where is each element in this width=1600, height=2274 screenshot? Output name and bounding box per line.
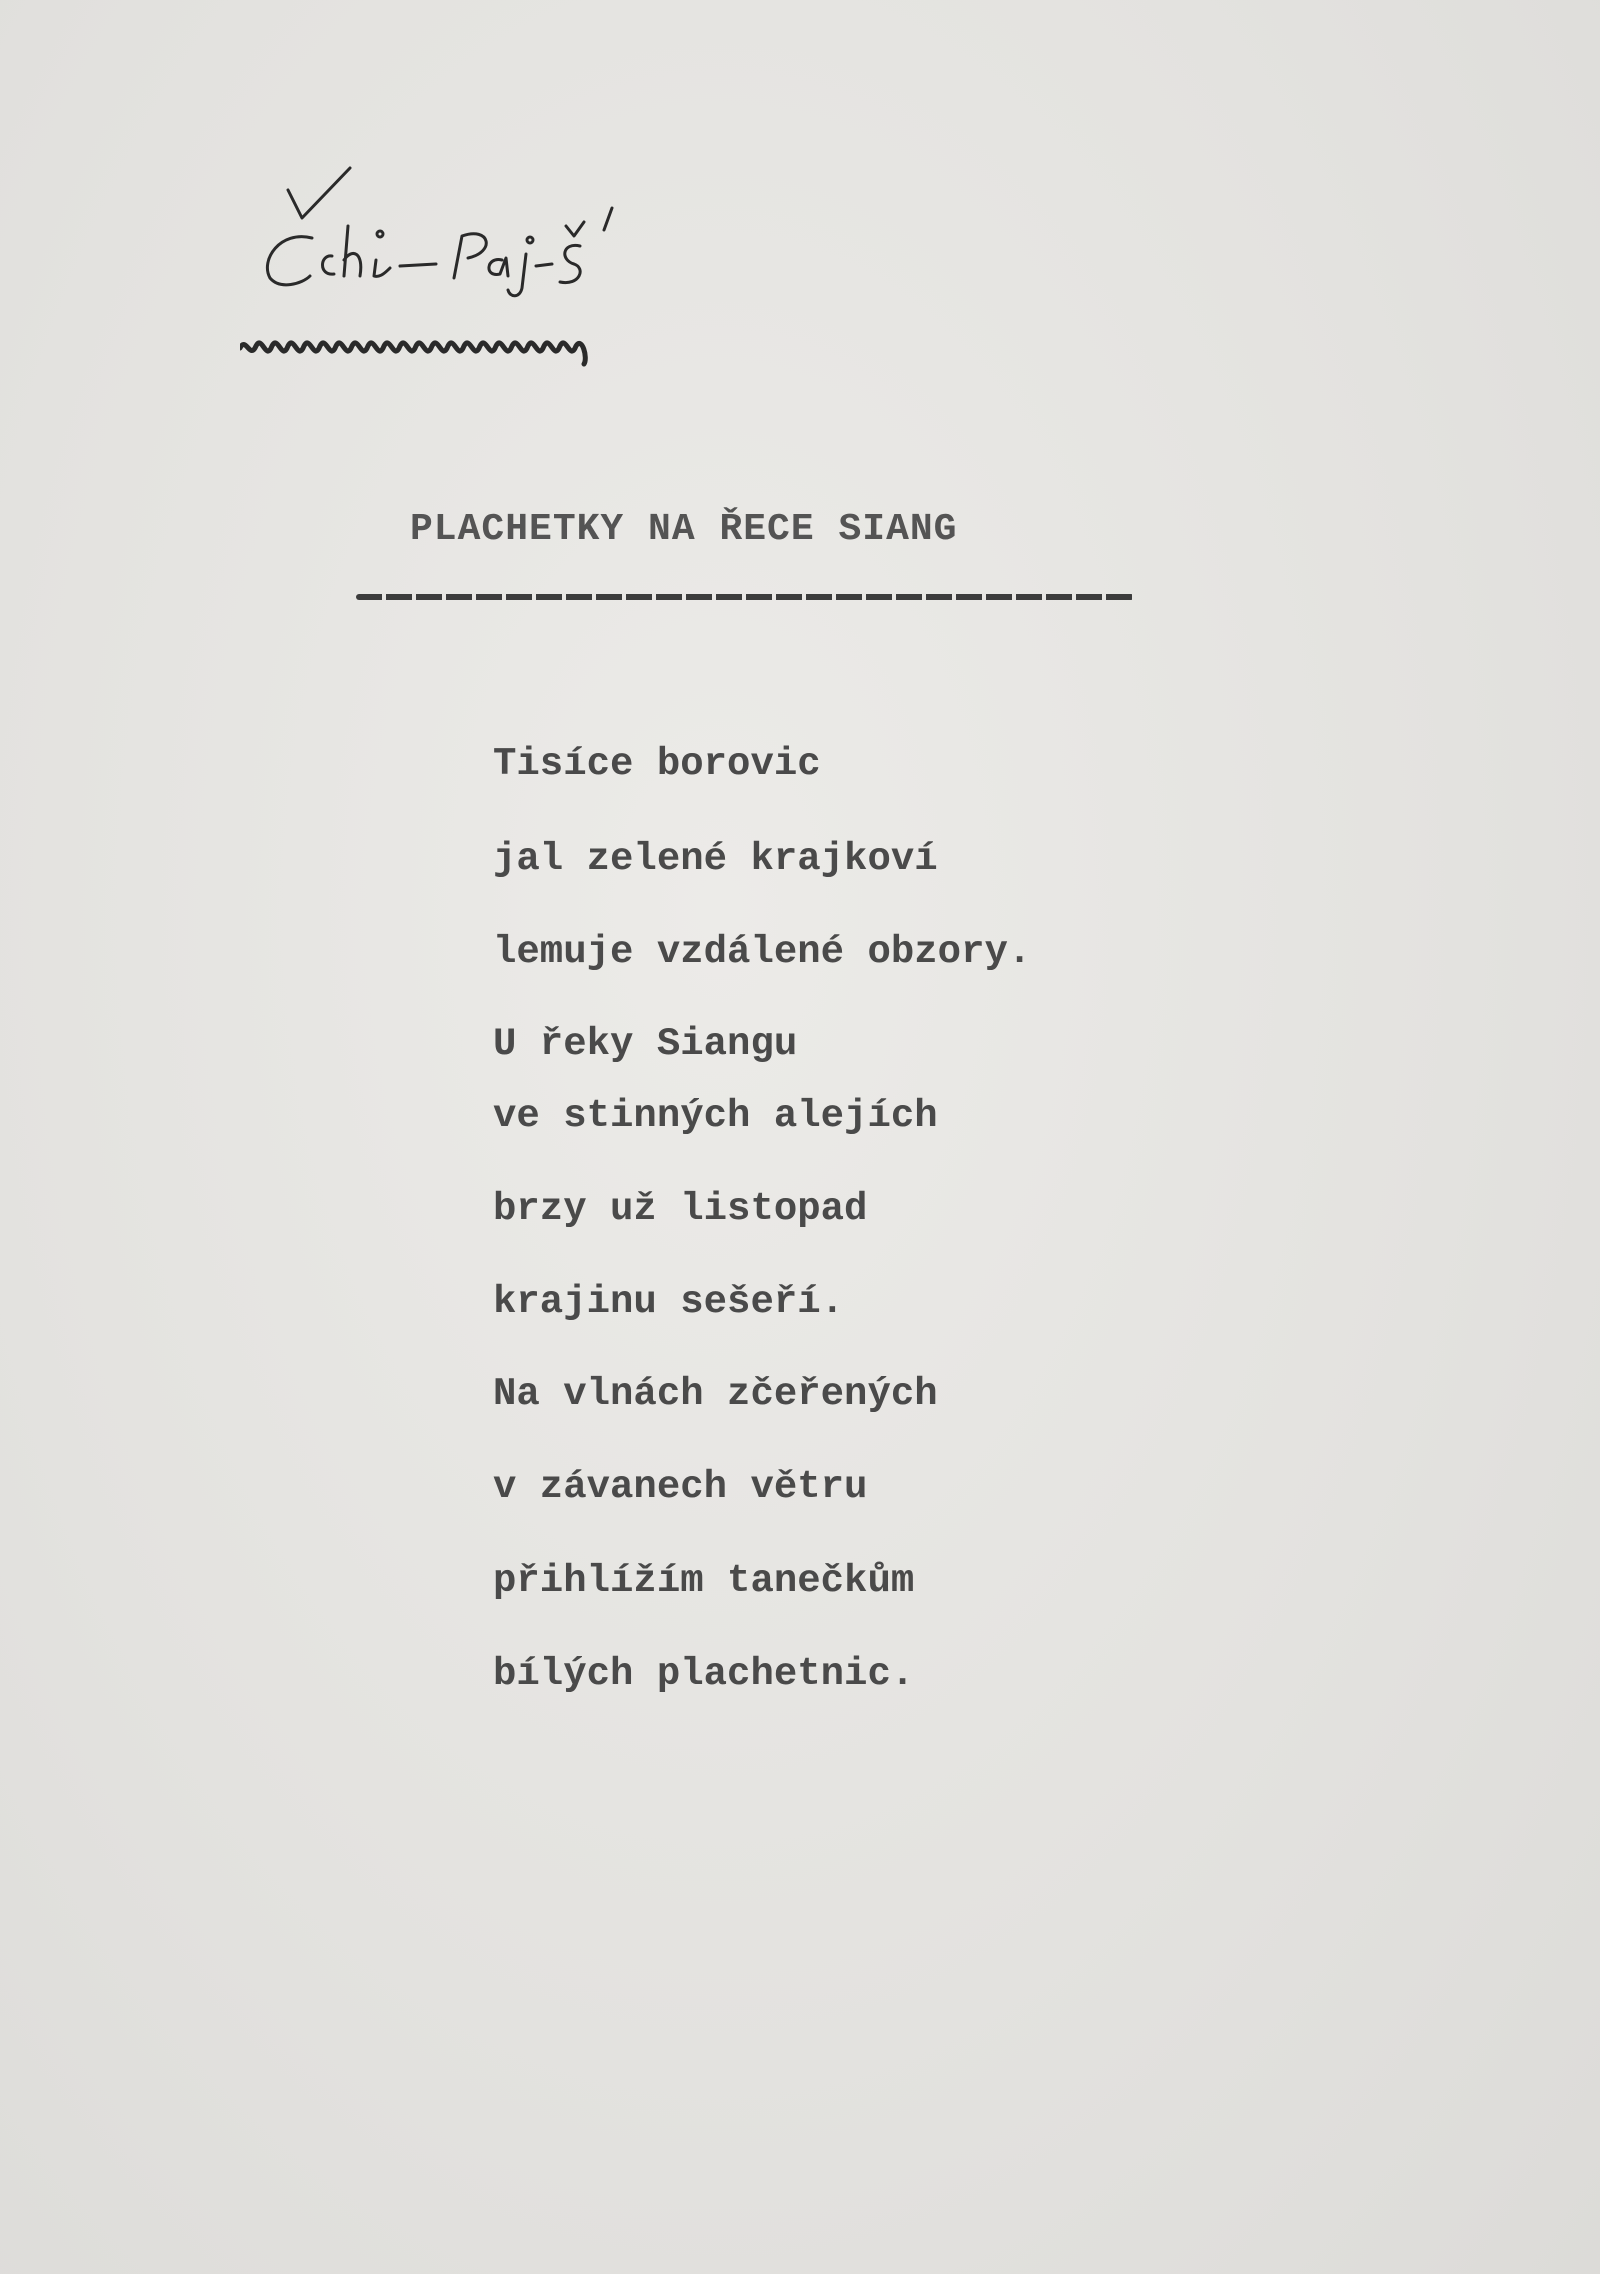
poem-line: bílých plachetnic. bbox=[493, 1652, 915, 1696]
poem-body bbox=[493, 0, 1293, 2274]
poem-line: v závanech větru bbox=[493, 1465, 868, 1509]
poem-line: přihlížím tanečkům bbox=[493, 1559, 915, 1603]
poem-line: Tisíce borovic bbox=[493, 742, 821, 786]
poem-line: lemuje vzdálené obzory. bbox=[493, 930, 1032, 974]
poem-line: Na vlnách zčeřených bbox=[493, 1372, 938, 1416]
poem-line: ve stinných alejích bbox=[493, 1094, 938, 1138]
poem-line: krajinu sešeří. bbox=[493, 1280, 845, 1324]
poem-line: jal zelené krajkoví bbox=[493, 837, 938, 881]
document-title: PLACHETKY NA ŘECE SIANG bbox=[410, 508, 958, 551]
poem-line: brzy už listopad bbox=[493, 1187, 868, 1231]
poem-line: U řeky Siangu bbox=[493, 1022, 798, 1066]
